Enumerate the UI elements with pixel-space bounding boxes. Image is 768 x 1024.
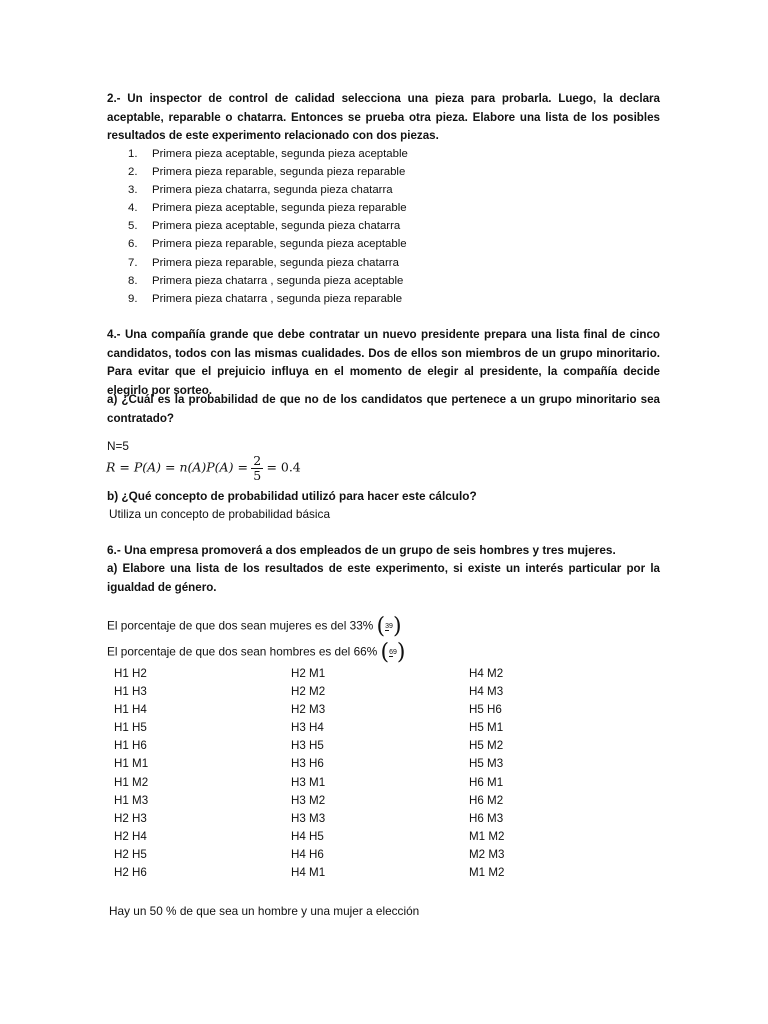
list-item: H2 M3: [291, 703, 326, 717]
problem-4-question-a: a) ¿Cuál es la probabilidad de que no de los candidatos que pertenece a un grupo minoritario sea contratado?: [107, 393, 660, 425]
list-item: 7. Primera pieza reparable, segunda pieza chatarra: [128, 256, 399, 269]
list-item: H3 M2: [291, 793, 326, 807]
problem-2-number: 2.-: [107, 92, 121, 105]
formula-numerator: 2: [253, 453, 262, 468]
n-value-line: N=5: [107, 439, 129, 453]
problem-2-outcome-list: [128, 145, 408, 308]
formula-right: = 0.4: [266, 459, 301, 475]
formula-left: R = P(A) = n(A)P(A) =: [106, 459, 248, 475]
list-item: H1 H5: [114, 721, 147, 735]
problem-6-number: 6.-: [107, 543, 121, 557]
problem-4-question-b: b) ¿Qué concepto de probabilidad utilizó para hacer este cálculo?: [107, 489, 477, 503]
list-item: H2 H6: [114, 866, 147, 880]
list-item: H2 H3: [114, 811, 147, 825]
list-item: 1. Primera pieza aceptable, segunda pieza aceptable: [128, 148, 408, 160]
list-item: H1 H4: [114, 703, 147, 717]
list-item: H2 M2: [291, 685, 326, 699]
problem-6-statement: [107, 543, 616, 557]
list-item: H3 M3: [291, 811, 326, 825]
list-item: H3 H4: [291, 721, 324, 735]
women-fraction: 39: [385, 622, 393, 630]
problem-6-question-a: a) Elabore una lista de los resultados de este experimento, si existe un interés particular por la igualdad de género.: [107, 562, 660, 594]
list-item: 6. Primera pieza reparable, segunda pieza aceptable: [128, 238, 407, 251]
list-item: H5 H6: [469, 703, 502, 717]
list-item: H1 M3: [114, 793, 149, 807]
list-item: H3 M1: [291, 775, 326, 789]
women-percentage-text: El porcentaje de que dos sean mujeres es del 33%: [107, 618, 374, 633]
problem-2-statement: [107, 90, 660, 146]
list-item: H3 H5: [291, 739, 324, 753]
list-item: H5 M3: [469, 757, 504, 771]
list-item: 3. Primera pieza chatarra, segunda pieza chatarra: [128, 184, 393, 197]
list-item: H4 H6: [291, 847, 324, 861]
men-fraction: 69: [389, 648, 397, 656]
list-item: H5 M1: [469, 721, 504, 735]
list-item: 2. Primera pieza reparable, segunda pieza reparable: [128, 166, 406, 179]
pairs-column-2: [291, 665, 325, 882]
list-item: H4 M3: [469, 685, 504, 699]
list-item: H5 M2: [469, 739, 504, 753]
list-item: H3 H6: [291, 757, 324, 771]
pairs-column-1: [114, 665, 148, 882]
list-item: H6 M1: [469, 775, 504, 789]
list-item: H4 M2: [469, 667, 504, 680]
list-item: H2 H4: [114, 829, 147, 843]
list-item: H4 H5: [291, 829, 324, 843]
problem-6-text: Una empresa promoverá a dos empleados de un grupo de seis hombres y tres mujeres.: [124, 543, 616, 557]
list-item: 5. Primera pieza aceptable, segunda pieza chatarra: [128, 220, 401, 233]
list-item: H4 M1: [291, 866, 326, 880]
list-item: H1 H2: [114, 667, 147, 680]
list-item: M2 M3: [469, 847, 505, 861]
problem-4-statement: [107, 326, 660, 400]
men-percentage-text: El porcentaje de que dos sean hombres es del 66%: [107, 644, 378, 659]
list-item: H2 H5: [114, 847, 147, 861]
list-item: M1 M2: [469, 829, 505, 843]
problem-4-answer-b: Utiliza un concepto de probabilidad básica: [109, 507, 331, 521]
list-item: M1 M2: [469, 866, 505, 880]
list-item: H6 M2: [469, 793, 504, 807]
list-item: H1 M2: [114, 775, 149, 789]
formula-denominator: 5: [253, 468, 262, 483]
list-item: H1 H3: [114, 685, 147, 699]
list-item: H1 H6: [114, 739, 147, 753]
problem-4-text: Una compañía grande que debe contratar un nuevo presidente prepara una lista final de cinco candidatos, todos con las mismas cualidades. Dos de ellos son miembros de un grupo minoritario. Para evitar que el prejuicio influya en el momento de elegir al presidente, la compañía decide elegirlo por sorteo.: [107, 328, 660, 397]
probability-formula: [106, 454, 301, 483]
conclusion-text: Hay un 50 % de que sea un hombre y una mujer a elección: [109, 904, 420, 918]
list-item: H1 M1: [114, 757, 149, 771]
list-item: H2 M1: [291, 667, 326, 680]
pairs-column-3: [469, 665, 504, 882]
list-item: 4. Primera pieza aceptable, segunda pieza reparable: [128, 202, 407, 215]
list-item: 9. Primera pieza chatarra , segunda pieza reparable: [128, 292, 403, 305]
problem-2-text: Un inspector de control de calidad selecciona una pieza para probarla. Luego, la declara aceptable, reparable o chatarra. Entonces se prueba otra pieza. Elabore una lista de los posibles resultados de este experimento relacionado con dos piezas.: [107, 92, 660, 142]
list-item: H6 M3: [469, 811, 504, 825]
problem-4-number: 4.-: [107, 328, 121, 341]
men-percentage-line: El porcentaje de que dos sean hombres es del 66% (69): [107, 640, 406, 665]
formula-fraction: [251, 454, 263, 483]
women-percentage-line: El porcentaje de que dos sean mujeres es del 33% (39): [107, 614, 402, 639]
list-item: 8. Primera pieza chatarra , segunda pieza aceptable: [128, 274, 404, 287]
